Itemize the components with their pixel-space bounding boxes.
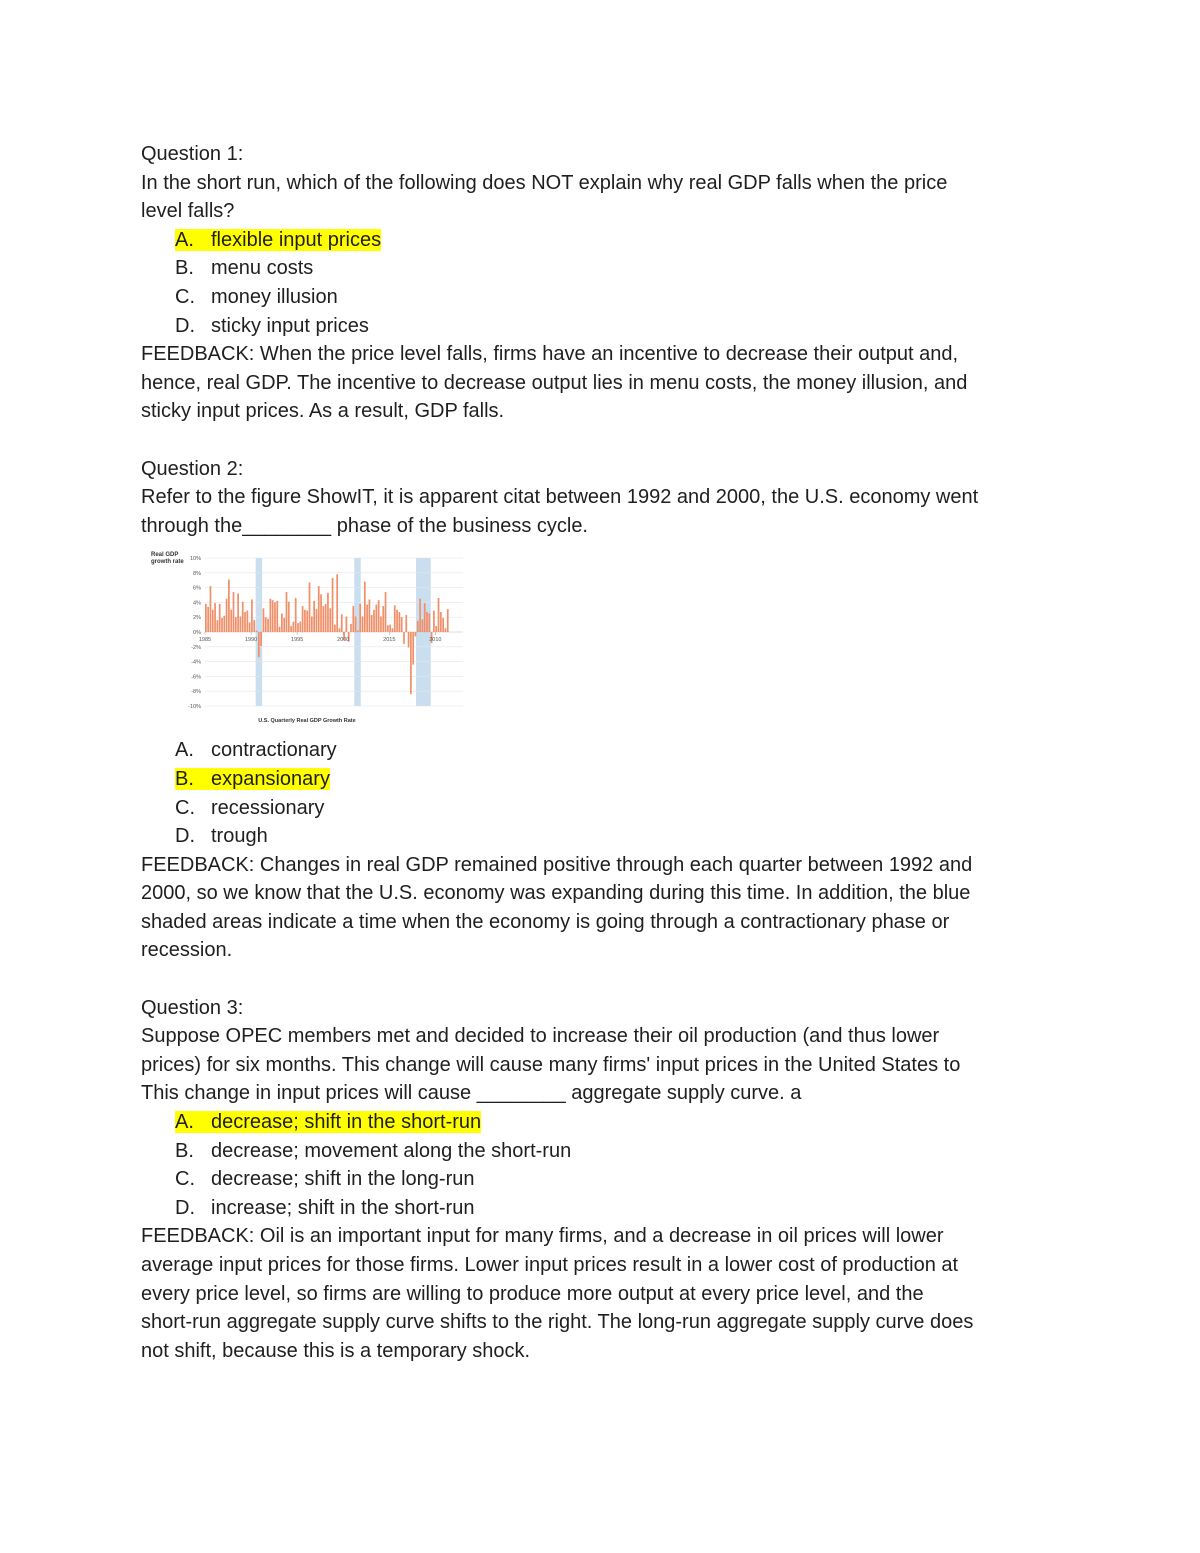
gdp-bar: [336, 575, 338, 633]
x-tick-label: 2000: [337, 637, 350, 644]
answer-options: [141, 226, 1061, 340]
gdp-bar: [419, 599, 421, 632]
gdp-bar: [408, 632, 410, 648]
gdp-bar: [263, 609, 265, 633]
gdp-bar: [207, 607, 209, 632]
answer-option: [141, 226, 1061, 255]
gdp-bar: [210, 586, 212, 632]
gdp-bar: [281, 614, 283, 633]
gdp-bar: [272, 600, 274, 632]
option-letter: A.: [175, 739, 194, 762]
feedback-line: not shift, because this is a temporary shock.: [141, 1339, 531, 1362]
gdp-bar: [352, 606, 354, 632]
question-heading: Question 3:: [141, 996, 244, 1019]
gdp-bar: [438, 598, 440, 632]
gdp-bar: [251, 600, 253, 633]
y-tick-label: 2%: [193, 615, 201, 622]
gdp-bar: [260, 632, 262, 646]
gdp-bar: [214, 603, 216, 632]
feedback-line: sticky input prices. As a result, GDP falls.: [141, 400, 505, 423]
gdp-bar: [362, 617, 364, 633]
gdp-bar: [270, 599, 272, 632]
question-heading: Question 1:: [141, 143, 244, 165]
gdp-bar: [399, 612, 401, 632]
gdp-bar: [293, 622, 295, 632]
gdp-bar: [290, 626, 292, 632]
option-text: sticky input prices: [211, 314, 369, 337]
option-letter: D.: [175, 314, 195, 337]
option-text: menu costs: [211, 257, 314, 280]
y-tick-label: 0%: [193, 630, 201, 637]
gdp-bar: [403, 632, 405, 644]
gdp-bar: [440, 612, 442, 632]
option-letter: B.: [175, 767, 194, 790]
y-tick-label: -2%: [191, 645, 201, 652]
answer-options: [141, 736, 1061, 850]
gdp-bar: [233, 592, 235, 632]
feedback-line: 2000, so we know that the U.S. economy was expanding during this time. In addition, the blue: [141, 882, 971, 905]
gdp-bar: [223, 616, 225, 632]
gdp-bar: [309, 583, 311, 633]
gdp-bar: [240, 617, 242, 633]
gdp-growth-chart: [147, 548, 467, 726]
gdp-bar: [322, 606, 324, 632]
option-text: recessionary: [211, 796, 325, 819]
answer-option: [141, 1137, 1061, 1166]
gdp-bar: [364, 582, 366, 632]
y-tick-label: 6%: [193, 585, 201, 592]
gdp-bar: [244, 612, 246, 632]
option-letter: B.: [175, 257, 194, 280]
option-letter: C.: [175, 1168, 195, 1191]
gdp-bar: [382, 606, 384, 632]
gdp-bar: [212, 610, 214, 632]
option-text: trough: [211, 825, 268, 848]
gdp-bar: [217, 620, 219, 632]
gdp-bar: [412, 632, 414, 665]
gdp-bar: [375, 605, 377, 632]
gdp-bar: [442, 618, 444, 632]
option-letter: B.: [175, 1139, 194, 1162]
gdp-bar: [355, 617, 357, 633]
feedback-line: shaded areas indicate a time when the economy is going through a contractionary phase or: [141, 910, 950, 933]
gdp-bar: [378, 600, 380, 632]
option-text: decrease; movement along the short-run: [211, 1139, 572, 1162]
gdp-bar: [422, 620, 424, 633]
y-tick-label: -6%: [191, 674, 201, 681]
gdp-bar: [288, 602, 290, 632]
gdp-bar: [366, 605, 368, 632]
gdp-bar: [256, 631, 258, 632]
gdp-bar: [373, 610, 375, 632]
y-tick-label: -10%: [188, 704, 201, 711]
gdp-bar: [445, 629, 447, 633]
option-text: flexible input prices: [211, 228, 382, 251]
y-tick-label: -4%: [191, 659, 201, 666]
gdp-bar: [274, 603, 276, 633]
gdp-bar: [297, 623, 299, 632]
option-letter: D.: [175, 825, 195, 848]
x-tick-label: 1995: [291, 637, 304, 644]
gdp-bar: [306, 611, 308, 632]
answer-option: [141, 822, 1061, 851]
gdp-bar: [283, 618, 285, 632]
option-text: increase; shift in the short-run: [211, 1196, 475, 1219]
feedback-line: short-run aggregate supply curve shifts to the right. The long-run aggregate supply curve does: [141, 1311, 974, 1334]
option-text: money illusion: [211, 285, 338, 308]
gdp-bar: [433, 611, 435, 632]
gdp-bar: [226, 599, 228, 632]
chart-ylabel: Real GDP growth rate: [151, 552, 184, 566]
gdp-bar: [221, 618, 223, 632]
answer-option: [141, 312, 1061, 341]
answer-option: [141, 254, 1061, 283]
gdp-bar: [334, 625, 336, 632]
option-text: contractionary: [211, 739, 337, 762]
gdp-bar: [392, 629, 394, 633]
chart-title: U.S. Quarterly Real GDP Growth Rate: [258, 718, 356, 725]
x-tick-label: 2015: [383, 637, 396, 644]
y-tick-label: 4%: [193, 600, 201, 607]
option-text: decrease; shift in the long-run: [211, 1168, 475, 1191]
option-letter: C.: [175, 796, 195, 819]
gdp-bar: [339, 629, 341, 633]
option-text: expansionary: [211, 767, 330, 790]
gdp-bar: [242, 602, 244, 632]
gdp-bar: [276, 601, 278, 632]
gdp-bar: [350, 624, 352, 632]
gdp-bar: [286, 592, 288, 632]
gdp-bar: [359, 604, 361, 632]
gdp-bar: [329, 609, 331, 633]
gdp-bar: [424, 603, 426, 632]
gdp-bar: [405, 615, 407, 632]
question-prompt-line: Refer to the figure ShowIT, it is apparent citat between 1992 and 2000, the U.S. economy went: [141, 486, 979, 509]
gdp-bar: [320, 595, 322, 633]
gdp-bar: [410, 632, 412, 694]
feedback-line: recession.: [141, 939, 233, 962]
gdp-bar: [253, 620, 255, 632]
document-content: [141, 140, 1061, 1365]
option-text: decrease; shift in the short-run: [211, 1111, 482, 1134]
gdp-bar: [371, 615, 373, 632]
answer-option: [141, 736, 1061, 765]
gdp-bar: [394, 606, 396, 633]
gdp-bar: [396, 610, 398, 632]
question-prompt-line: This change in input prices will cause ________ aggregate supply curve. a: [141, 1082, 802, 1105]
gdp-bar: [246, 611, 248, 632]
question-prompt-line: In the short run, which of the following does NOT explain why real GDP falls when the price: [141, 171, 948, 194]
gdp-bar: [265, 618, 267, 633]
gdp-bar: [385, 592, 387, 632]
gdp-bar: [357, 631, 359, 632]
gdp-bar: [332, 578, 334, 632]
answer-option: [141, 1165, 1061, 1194]
x-tick-label: 1985: [198, 637, 212, 644]
gdp-bar: [205, 604, 207, 632]
gdp-bar: [313, 601, 315, 632]
feedback-line: FEEDBACK: Changes in real GDP remained positive through each quarter between 1992 and: [141, 853, 973, 876]
gdp-bar: [279, 627, 281, 632]
gdp-bar: [401, 618, 403, 633]
question-prompt-line: through the________ phase of the business cycle.: [141, 514, 588, 537]
x-tick-label: 2010: [429, 637, 442, 644]
x-tick-label: 1990: [244, 637, 258, 644]
gdp-bar: [415, 632, 417, 636]
gdp-bar: [258, 632, 260, 657]
answer-option: [141, 794, 1061, 823]
gdp-bar: [325, 604, 327, 632]
question-3: [141, 994, 1061, 1366]
option-letter: C.: [175, 285, 195, 308]
answer-options: [141, 1108, 1061, 1222]
answer-option: [141, 765, 1061, 794]
feedback-line: average input prices for those firms. Lower input prices result in a lower cost of production at: [141, 1254, 959, 1276]
answer-option: [141, 1108, 1061, 1137]
question-2: [141, 455, 1061, 966]
gdp-bar: [389, 625, 391, 632]
feedback-line: FEEDBACK: When the price level falls, firms have an incentive to decrease their output and,: [141, 343, 959, 366]
gdp-bar: [387, 626, 389, 633]
gdp-bar: [417, 621, 419, 632]
feedback-line: FEEDBACK: Oil is an important input for many firms, and a decrease in oil prices will lower: [141, 1225, 944, 1248]
option-letter: A.: [175, 228, 194, 251]
question-prompt-line: level falls?: [141, 200, 235, 223]
question-1: [141, 140, 1061, 426]
gdp-bar: [249, 623, 251, 633]
gdp-bar: [299, 622, 301, 632]
gdp-bar: [369, 600, 371, 633]
y-tick-label: 10%: [189, 556, 201, 563]
answer-option: [141, 283, 1061, 312]
question-heading: Question 2:: [141, 457, 244, 480]
question-prompt-line: Suppose OPEC members met and decided to increase their oil production (and thus lower: [141, 1025, 940, 1048]
y-tick-label: -8%: [191, 689, 201, 696]
y-tick-label: 8%: [193, 571, 201, 578]
gdp-bar: [426, 612, 428, 632]
gdp-bar: [318, 586, 320, 632]
gdp-bar: [316, 609, 318, 632]
gdp-bar: [237, 594, 239, 632]
gdp-bar: [311, 617, 313, 633]
gdp-bar: [304, 610, 306, 632]
gdp-bar: [428, 614, 430, 633]
gdp-bar: [267, 619, 269, 632]
answer-option: [141, 1194, 1061, 1223]
gdp-bar: [346, 617, 348, 633]
feedback-line: every price level, so firms are willing to produce more output at every price level, and the: [141, 1282, 924, 1305]
gdp-bar: [295, 598, 297, 632]
option-letter: D.: [175, 1196, 195, 1219]
gdp-bar: [380, 617, 382, 633]
question-prompt-line: prices) for six months. This change will cause many firms' input prices in the United States to: [141, 1053, 961, 1076]
gdp-bar: [235, 618, 237, 633]
gdp-bar: [219, 604, 221, 632]
gdp-bar: [230, 610, 232, 632]
gdp-bar: [327, 593, 329, 632]
gdp-bar: [302, 606, 304, 632]
option-letter: A.: [175, 1111, 194, 1134]
gdp-bar: [435, 626, 437, 632]
gdp-bar: [228, 580, 230, 633]
gdp-bar: [341, 615, 343, 633]
feedback-line: hence, real GDP. The incentive to decrease output lies in menu costs, the money illusion, and: [141, 371, 968, 394]
gdp-bar: [447, 609, 449, 632]
